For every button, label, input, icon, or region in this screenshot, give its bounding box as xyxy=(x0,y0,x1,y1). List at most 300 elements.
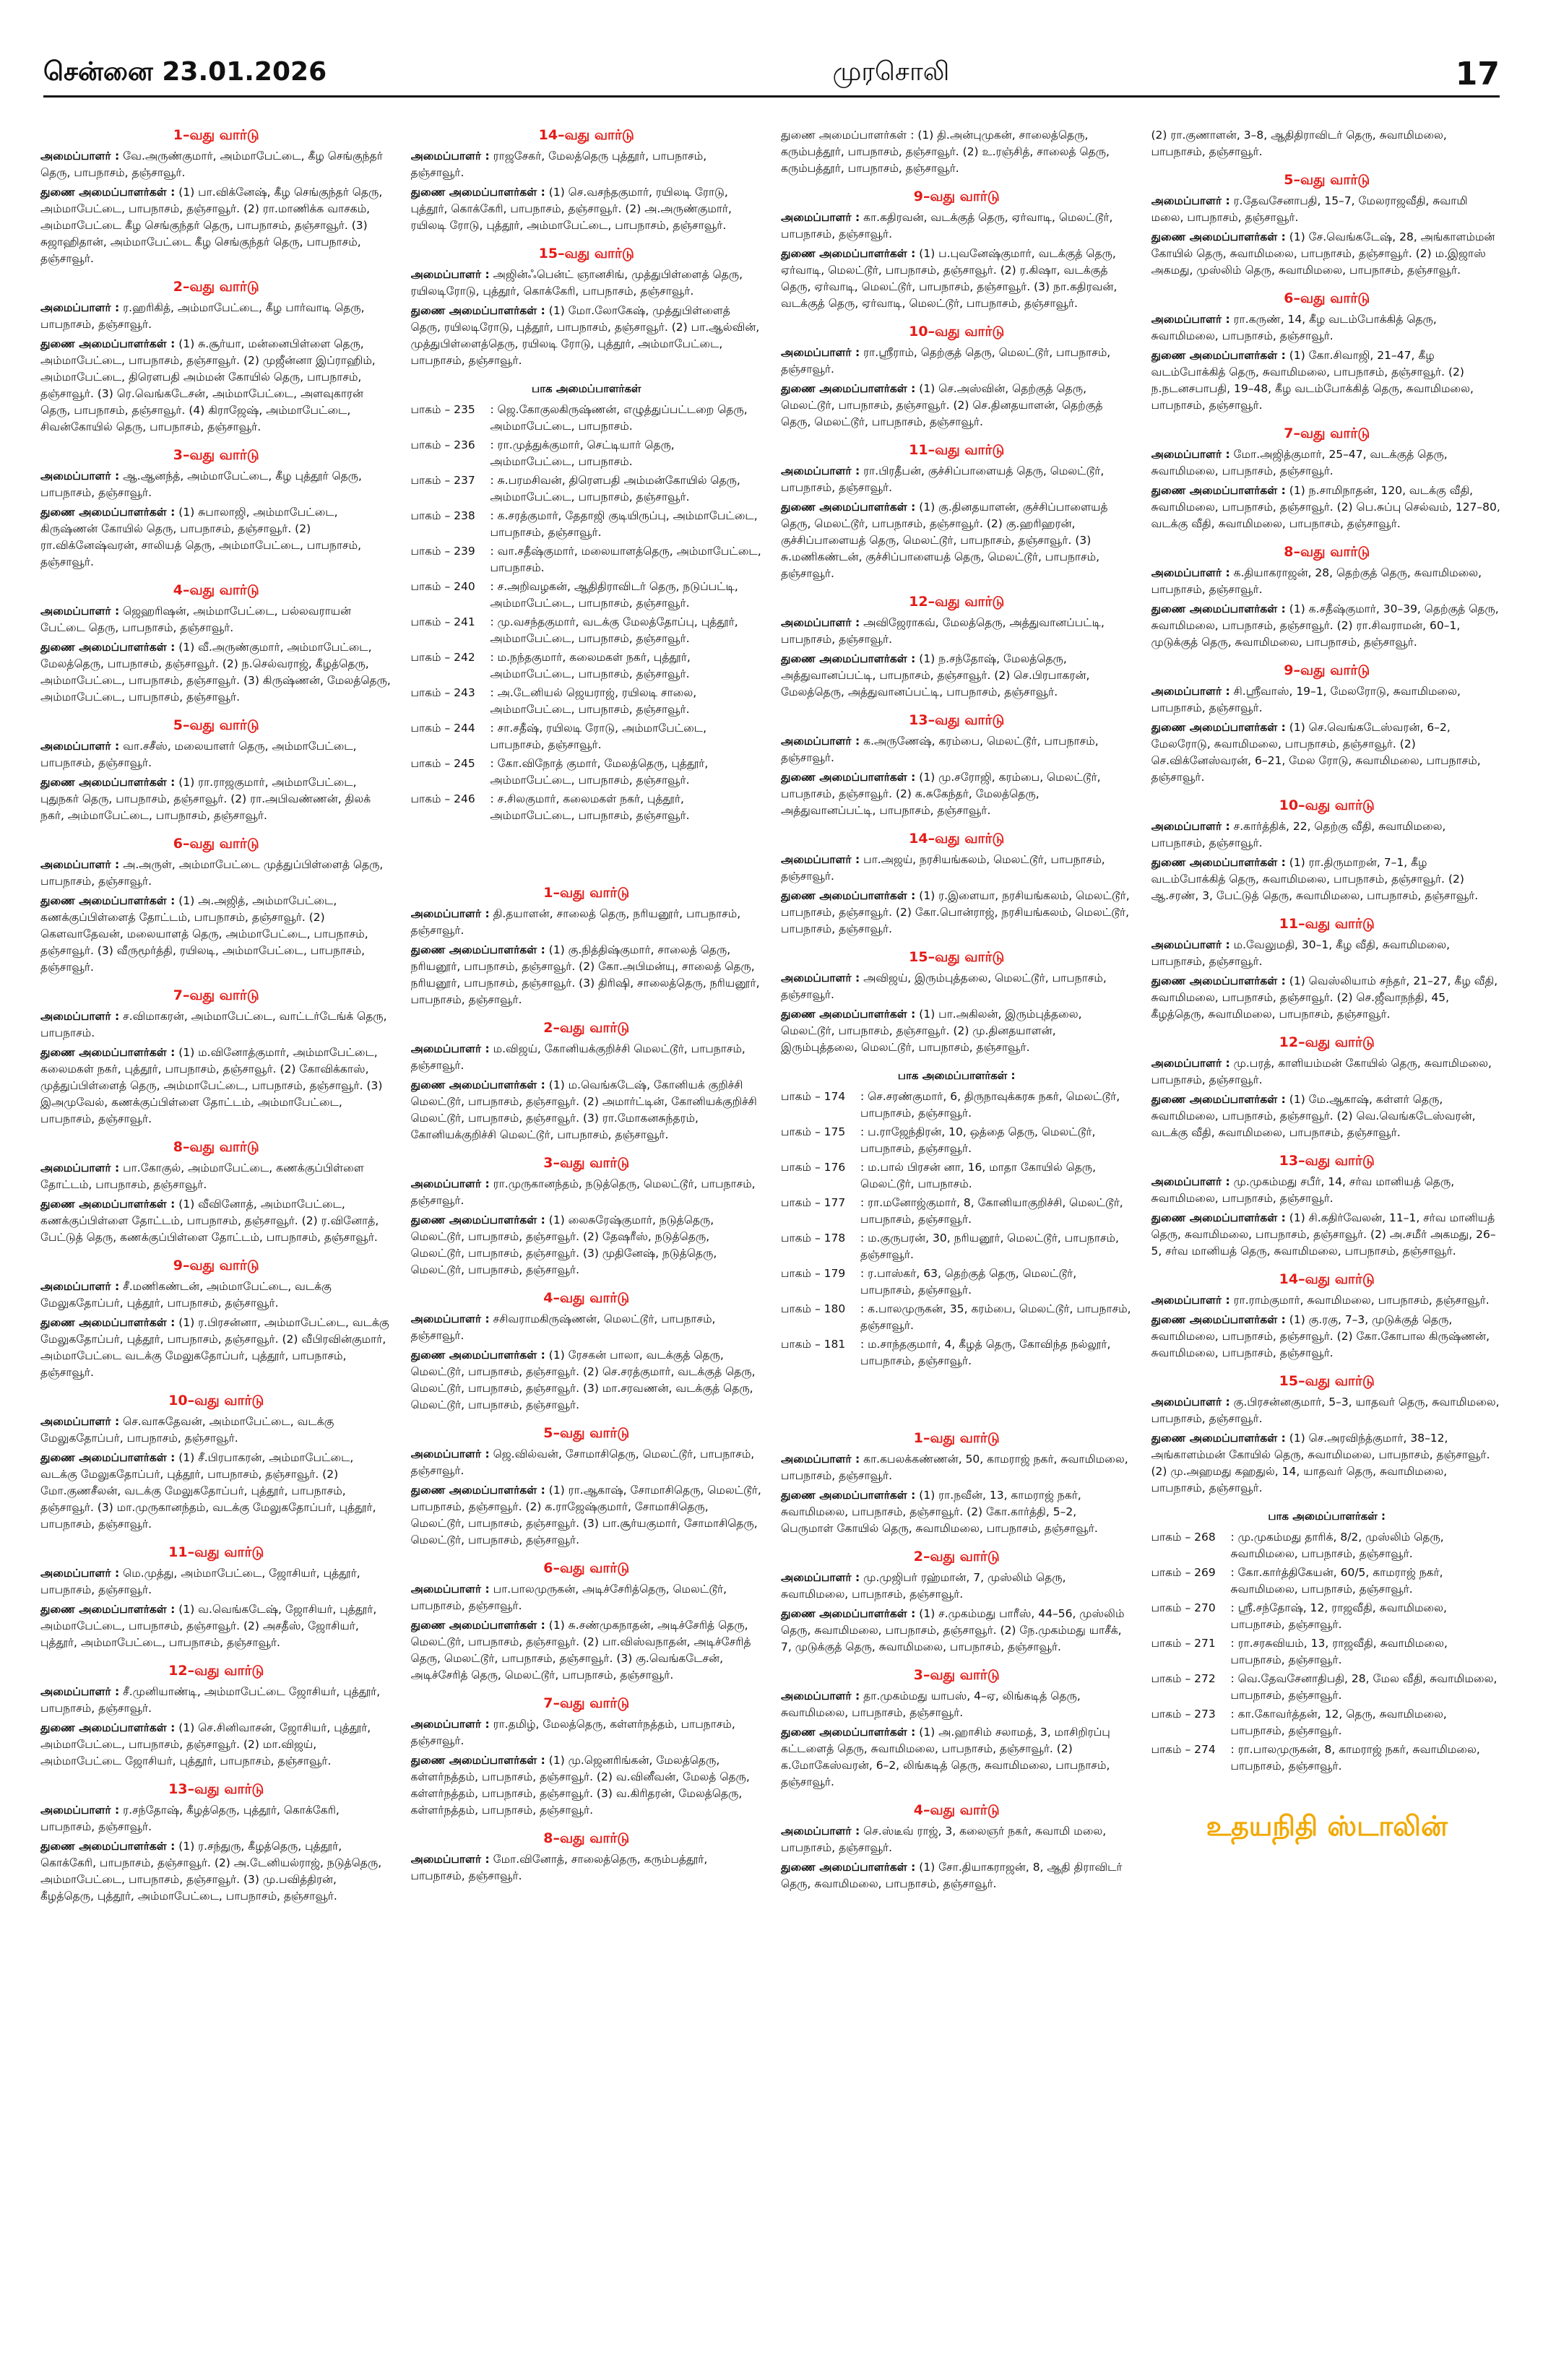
part-details: : ப.ராஜேந்திரன், 10, ஒத்தை தெரு, மெலட்டூர், பாபநாசம், தஞ்சாவூர். xyxy=(860,1125,1096,1155)
ward-block xyxy=(411,1560,763,1684)
ward-block xyxy=(781,1802,1133,1892)
deputy-label: துணை அமைப்பாளர்கள் : xyxy=(40,776,176,789)
ward-title: 14–வது வார்டு xyxy=(1279,1271,1375,1287)
organizer-label: அமைப்பாளர் : xyxy=(781,1571,860,1584)
part-row xyxy=(781,1159,1133,1193)
ward-block xyxy=(781,594,1133,701)
organizer-label: அமைப்பாளர் : xyxy=(781,972,860,985)
part-number: பாகம் – 179 xyxy=(781,1267,846,1280)
deputy-details: (1) ரா.ராஜகுமார், அம்மாபேட்டை, புதுநகர் தெரு, பாபநாசம், தஞ்சாவூர். (2) ரா.அபிவண்ணன், திலக் நகர், அம்மாபேட்டை, பாபநாசம், தஞ்சாவூர். xyxy=(40,776,371,822)
ward-block xyxy=(1151,1373,1503,1497)
deputy-label: துணை அமைப்பாளர்கள் : xyxy=(410,1619,545,1632)
organizer-line xyxy=(1151,1174,1503,1207)
deputy-label: துணை அமைப்பாளர்கள் : xyxy=(781,652,916,665)
part-number: பாகம் – 242 xyxy=(410,651,475,664)
organizer-line xyxy=(40,603,392,636)
deputy-line xyxy=(781,246,1133,312)
ward-block xyxy=(40,279,392,436)
part-row xyxy=(411,720,763,753)
organizer-details: கா.கதிரவன், வடக்குத் தெரு, ஏர்வாடி, மெலட்டூர், பாபநாசம், தஞ்சாவூர். xyxy=(781,211,1113,241)
organizer-label: அமைப்பாளர் : xyxy=(410,150,490,163)
deputy-details: (1) மே.ஆகாஷ், கள்ளர் தெரு, சுவாமிமலை, பாபநாசம், தஞ்சாவூர். (2) வெ.வெங்கடேஸ்வரன், வடக்கு வீதி, சுவாமிமலை, பாபநாசம், தஞ்சாவூர். xyxy=(1151,1093,1476,1139)
organizer-label: அமைப்பாளர் : xyxy=(40,605,120,618)
organizer-details: அஜின்ஃபென்ட் ஞானசிங், முத்துபிள்ளைத் தெரு, ரயிலடிரோடு, புத்தூர், கொக்கேரி, பாபநாசம், தஞ்சாவூர். xyxy=(410,268,743,298)
deputy-details: (1) அ.ஹாசிம் சலாமத், 3, மாசிறிரப்பு கட்டளைத் தெரு, சுவாமிமலை, பாபநாசம், தஞ்சாவூர். (2) க.மோகேஸ்வரன், 6–2, லிங்கடித் தெரு, சுவாமிமலை, பாபநாசம், தஞ்சாவூர். xyxy=(781,1726,1110,1788)
deputy-line xyxy=(40,1720,392,1770)
deputy-label: துணை அமைப்பாளர்கள் : xyxy=(781,1726,916,1739)
ward-title: 9–வது வார்டு xyxy=(1284,662,1370,678)
organizer-details: ரா.கருண், 14, கீழ வடம்போக்கித் தெரு, சுவாமிமலை, பாபநாசம், தஞ்சாவூர். xyxy=(1151,313,1437,342)
ward-title: 11–வது வார்டு xyxy=(168,1544,264,1560)
deputy-label: துணை அமைப்பாளர்கள் : xyxy=(781,1489,916,1502)
deputy-details: (1) ர.பிரசன்னா, அம்மாபேட்டை, வடக்கு மேலுகதோப்பர், புத்தூர், பாபநாசம், தஞ்சாவூர். (2) வீபிரவின்குமார், அம்மாபேட்டை வடக்கு மேலுகதோப்பர், புத்தூர், பாபநாசம், தஞ்சாவூர். xyxy=(40,1316,389,1379)
deputy-details: (1) ம.வினோத்குமார், அம்மாபேட்டை, கலைமகள் நகர், புத்தூர், பாபநாசம், தஞ்சாவூர். (2) கோவிக்காஸ், முத்துப்பிள்ளைத் தெரு, அம்மாபேட்டை, பாபநாசம், தஞ்சாவூர். (3) இஅமுவேல், கணக்குப்பிள்ளை தோட்டம், அம்மாபேட்டை, பாபநாசம், தஞ்சாவூர். xyxy=(40,1046,383,1125)
deputy-label: துணை அமைப்பாளர்கள் : xyxy=(410,1484,545,1497)
deputy-line xyxy=(411,1617,763,1684)
organizer-details: மோ.அஜித்குமார், 25–47, வடக்குத் தெரு, சுவாமிமலை, பாபநாசம், தஞ்சாவூர். xyxy=(1151,448,1448,477)
part-row xyxy=(1151,1671,1503,1704)
ward-title: 1–வது வார்டு xyxy=(913,1430,1000,1446)
organizer-label: அமைப்பாளர் : xyxy=(1151,938,1230,951)
ward-title: 14–வது வார்டு xyxy=(538,127,634,143)
column-3 xyxy=(781,127,1133,2337)
organizer-details: க.அருணேஷ், கரம்பை, மெலட்டூர், பாபநாசம், தஞ்சாவூர். xyxy=(781,735,1099,764)
ward-block xyxy=(1151,1271,1503,1362)
deputy-line xyxy=(1151,854,1503,904)
deputy-line xyxy=(781,1487,1133,1537)
deputy-label: துணை அமைப்பாளர்கள் : xyxy=(40,1603,176,1616)
part-details: : ரா.சரசுவியம், 13, ராஜவீதி, சுவாமிமலை, பாபநாசம், தஞ்சாவூர். xyxy=(1230,1637,1448,1666)
deputy-details: (1) ரேசகன் பாலா, வடக்குத் தெரு, மெலட்டூர், பாபநாசம், தஞ்சாவூர். (2) செ.சரத்குமார், வடக்குத் தெரு, மெலட்டூர், பாபநாசம், தஞ்சாவூர். (3) மா.சரவணன், வடக்குத் தெரு, மெலட்டூர், பாபநாசம், தஞ்சாவூர். xyxy=(410,1349,756,1411)
ward-title: 10–வது வார்டு xyxy=(168,1393,264,1408)
ward-block xyxy=(781,324,1133,430)
deputy-label: துணை அமைப்பாளர்கள் : xyxy=(781,382,916,395)
ward-title: 7–வது வார்டு xyxy=(543,1695,630,1711)
ward-title: 4–வது வார்டு xyxy=(543,1290,630,1306)
ward-block xyxy=(40,1393,392,1533)
part-row xyxy=(411,685,763,718)
organizer-label: அமைப்பாளர் : xyxy=(410,1448,490,1461)
deputy-label: துணை அமைப்பாளர்கள் : xyxy=(1151,721,1286,734)
deputy-details: (1) மு.ஜெனரிங்கன், மேலத்தெரு, கள்ளர்நத்தம், பாபநாசம், தஞ்சாவூர். (2) வ.வினீவன், மேலத் தெரு, கள்ளர்நத்தம், பாபநாசம், தஞ்சாவூர். (3) வ.கிரிதரன், மேலத்தெரு, கள்ளர்நத்தம், பாபநாசம், தஞ்சாவூர். xyxy=(410,1754,750,1817)
organizer-line xyxy=(40,1414,392,1447)
column-4 xyxy=(1151,127,1503,2337)
ward-title: 13–வது வார்டு xyxy=(168,1781,264,1797)
ward-title: 8–வது வார்டு xyxy=(1284,544,1370,560)
part-row xyxy=(1151,1529,1503,1562)
deputy-label: துணை அமைப்பாளர்கள் : xyxy=(40,337,176,350)
organizer-details: தி.தயாளன், சாலைத் தெரு, நரியனூர், பாபநாசம், தஞ்சாவூர். xyxy=(410,907,741,937)
part-details: : ச.சிலகுமார், கலைமகள் நகர், புத்தூர், அம்மாபேட்டை, பாபநாசம், தஞ்சாவூர். xyxy=(490,792,690,822)
part-row xyxy=(1151,1565,1503,1598)
part-row xyxy=(411,649,763,683)
part-details: : சா.சதீஷ், ரயிலடி ரோடு, அம்மாபேட்டை, பாபநாசம், தஞ்சாவூர். xyxy=(490,722,707,751)
part-row xyxy=(1151,1600,1503,1633)
part-number: பாகம் – 246 xyxy=(410,792,475,805)
organizer-details: ம.விஜய், கோனியக்குறிச்சி மெலட்டூர், பாபநாசம், தஞ்சாவூர். xyxy=(410,1042,745,1072)
part-details: : ம.சாந்தகுமார், 4, கீழத் தெரு, கோவிந்த நல்லூர், பாபநாசம், தஞ்சாவூர். xyxy=(860,1338,1111,1367)
organizer-details: ரா.பிரதீபன், குச்சிப்பாளையத் தெரு, மெலட்டூர், பாபநாசம், தஞ்சாவூர். xyxy=(781,464,1105,494)
deputy-line xyxy=(781,1606,1133,1656)
organizer-line xyxy=(40,300,392,333)
part-row xyxy=(411,614,763,647)
spacer xyxy=(781,1387,1133,1430)
organizer-details: ஆ.ஆனந்த், அம்மாபேட்டை, கீழ புத்தூர் தெரு, பாபநாசம், தஞ்சாவூர். xyxy=(40,469,362,499)
organizer-label: அமைப்பாளர் : xyxy=(781,464,860,477)
deputy-label: துணை அமைப்பாளர்கள் : xyxy=(781,889,916,902)
ward-block xyxy=(411,1695,763,1819)
deputy-label: துணை அமைப்பாளர்கள் : xyxy=(410,1213,545,1226)
deputy-line xyxy=(411,942,763,1008)
part-number: பாகம் – 238 xyxy=(410,509,475,522)
organizer-line xyxy=(411,1581,763,1614)
organizer-label: அமைப்பாளர் : xyxy=(40,1280,120,1293)
organizer-details: பா.கோகுல், அம்மாபேட்டை, கணக்குப்பிள்ளை தோட்டம், பாபநாசம், தஞ்சாவூர். xyxy=(40,1161,364,1191)
organizer-line xyxy=(40,1802,392,1835)
deputy-label: துணை அமைப்பாளர்கள் : xyxy=(1151,230,1286,243)
organizer-line xyxy=(411,148,763,181)
masthead xyxy=(43,52,1500,98)
ward-block xyxy=(781,712,1133,819)
deputy-label: துணை அமைப்பாளர்கள் : xyxy=(410,943,545,956)
part-row xyxy=(411,437,763,470)
spacer xyxy=(411,841,763,885)
organizer-label: அமைப்பாளர் : xyxy=(1151,1057,1230,1070)
ward-block xyxy=(40,717,392,824)
part-number: பாகம் – 176 xyxy=(781,1161,846,1174)
organizer-line xyxy=(411,1716,763,1749)
deputy-label: துணை அமைப்பாளர்கள் : xyxy=(410,1349,545,1362)
part-row xyxy=(1151,1741,1503,1775)
organizer-line xyxy=(411,906,763,939)
part-number: பாகம் – 271 xyxy=(1151,1637,1216,1650)
deputy-line xyxy=(40,774,392,824)
organizer-details: சீ.மணிகண்டன், அம்மாபேட்டை, வடக்கு மேலுகதோப்பர், புத்தூர், பாபநாசம், தஞ்சாவூர். xyxy=(40,1280,332,1310)
ward-block xyxy=(40,1544,392,1651)
deputy-line xyxy=(411,1347,763,1414)
deputy-line xyxy=(781,651,1133,701)
column-1 xyxy=(40,127,392,2337)
deputy-label: துணை அமைப்பாளர்கள் : xyxy=(781,501,916,514)
deputy-line xyxy=(40,639,392,706)
newspaper-name: முரசொலி xyxy=(832,57,950,87)
continued-text: (2) ரா.குணாளன், 3–8, ஆதிதிராவிடர் தெரு, சுவாமிமலை, பாபநாசம், தஞ்சாவூர். xyxy=(1151,129,1447,158)
organizer-line xyxy=(411,1446,763,1479)
ward-title: 15–வது வார்டு xyxy=(538,246,634,261)
organizer-label: அமைப்பாளர் : xyxy=(40,1415,120,1428)
part-row xyxy=(781,1230,1133,1263)
deputy-line xyxy=(781,888,1133,938)
deputy-label: துணை அமைப்பாளர்கள் : xyxy=(1151,1211,1286,1224)
deputy-details: (1) மோ.லோகேஷ், முத்துபிள்ளைத் தெரு, ரயிலடிரோடு, புத்தூர், பாபநாசம், தஞ்சாவூர். (2) பா.ஆல்வின், முத்துபிள்ளைத்தெரு, ரயிலடி ரோடு, புத்தூர், அம்மாபேட்டை, பாபநாசம், தஞ்சாவூர். xyxy=(410,304,760,367)
signature: உதயநிதி ஸ்டாலின் xyxy=(1206,1810,1448,1842)
deputy-line xyxy=(781,1724,1133,1791)
deputy-label: துணை அமைப்பாளர்கள் : xyxy=(1151,1313,1286,1326)
deputy-line xyxy=(40,1838,392,1905)
organizer-details: ம.வேலுமதி, 30–1, கீழ வீதி, சுவாமிமலை, பாபநாசம், தஞ்சாவூர். xyxy=(1151,938,1451,968)
organizer-line xyxy=(40,468,392,501)
organizer-label: அமைப்பாளர் : xyxy=(40,1161,120,1174)
deputy-details: (1) செ.வசந்தகுமார், ரயிலடி ரோடு, புத்தூர், கொக்கேரி, பாபநாசம், தஞ்சாவூர். (2) அ.அருண்குமார், ரயிலடி ரோடு, புத்தூர், அம்மாபேட்டை, பாபநாசம், தஞ்சாவூர். xyxy=(410,186,732,232)
organizer-line xyxy=(40,1008,392,1042)
part-number: பாகம் – 175 xyxy=(781,1125,846,1138)
continued-text: துணை அமைப்பாளர்கள் : (1) தி.அன்புமுகன், சாலைத்தெரு, கரும்பத்தூர், பாபநாசம், தஞ்சாவூர். (2) உ.ரஞ்சித், சாலைத் தெரு, கரும்பத்தூர், பாபநாசம், தஞ்சாவூர். xyxy=(781,129,1110,175)
organizer-details: கா.கபலக்கண்ணன், 50, காமராஜ் நகர், சுவாமிமலை, பாபநாசம், தஞ்சாவூர். xyxy=(781,1453,1128,1482)
organizer-details: வே.அருண்குமார், அம்மாபேட்டை, கீழ செங்குந்தர் தெரு, பாபநாசம், தஞ்சாவூர். xyxy=(40,150,383,179)
deputy-line xyxy=(40,1315,392,1381)
deputy-details: (1) பா.அகிலன், இரும்புத்தலை, மெலட்டூர், பாபநாசம், தஞ்சாவூர். (2) மு.தினதயாளன், இரும்புத்தலை, மெலட்டூர், பாபநாசம், தஞ்சாவூர். xyxy=(781,1008,1082,1054)
ward-title: 10–வது வார்டு xyxy=(1279,797,1375,813)
part-details: : வெ.தேவசேனாதிபதி, 28, மேல வீதி, சுவாமிமலை, பாபநாசம், தஞ்சாவூர். xyxy=(1230,1672,1497,1702)
ward-block xyxy=(1151,425,1503,532)
deputy-line xyxy=(411,1752,763,1819)
deputy-line xyxy=(40,893,392,976)
deputy-line xyxy=(1151,1430,1503,1497)
organizer-details: அவிஜய், இரும்புத்தலை, மெலட்டூர், பாபநாசம், தஞ்சாவூர். xyxy=(781,972,1107,1001)
organizer-details: வா.சசீஸ், மலையாளர் தெரு, அம்மாபேட்டை, பாபநாசம், தஞ்சாவூர். xyxy=(40,740,357,769)
organizer-line xyxy=(411,267,763,300)
organizer-details: சீ.முனியாண்டி, அம்மாபேட்டை ஜோசியர், புத்தூர், பாபநாசம், தஞ்சாவூர். xyxy=(40,1685,381,1715)
ward-block xyxy=(40,127,392,267)
ward-title: 6–வது வார்டு xyxy=(1284,290,1370,306)
deputy-label: துணை அமைப்பாளர்கள் : xyxy=(1151,1432,1286,1445)
ward-block xyxy=(1151,544,1503,651)
ward-block xyxy=(411,1425,763,1549)
deputy-label: துணை அமைப்பாளர்கள் : xyxy=(410,304,545,317)
deputy-details: (1) மு.சரோஜி, கரம்பை, மெலட்டூர், பாபநாசம், தஞ்சாவூர். (2) க.சுகேந்தர், மேலத்தெரு, அத்துவானப்பட்டி, பாபநாசம், தஞ்சாவூர். xyxy=(781,771,1101,817)
organizer-details: சசிவராமகிருஷ்ணன், மெலட்டூர், பாபநாசம், தஞ்சாவூர். xyxy=(410,1312,716,1342)
part-row xyxy=(781,1089,1133,1122)
ward-title: 13–வது வார்டு xyxy=(909,712,1005,728)
deputy-details: (1) ந.சந்தோஷ், மேலத்தெரு, அத்துவானப்பட்டி, பாபநாசம், தஞ்சாவூர். (2) செ.பிரபாகரன், மேலத்தெரு, அத்துவானப்பட்டி, பாபநாசம், தஞ்சாவூர். xyxy=(781,652,1090,698)
deputy-label: துணை அமைப்பாளர்கள் : xyxy=(1151,1093,1286,1106)
part-details: : கோ.விநோத் குமார், மேலத்தெரு, புத்தூர், அம்மாபேட்டை, பாபநாசம், தஞ்சாவூர். xyxy=(490,757,709,787)
organizer-line xyxy=(411,1176,763,1209)
organizer-details: ச.விமாகரன், அம்மாபேட்டை, வாட்டர்டேங்க் தெரு, பாபநாசம். xyxy=(40,1010,387,1039)
organizer-line xyxy=(1151,1055,1503,1089)
deputy-line xyxy=(781,1859,1133,1892)
deputy-line xyxy=(781,381,1133,430)
deputy-label: துணை அமைப்பாளர்கள் : xyxy=(781,771,916,784)
organizer-line xyxy=(781,733,1133,766)
organizer-line xyxy=(781,852,1133,885)
deputy-line xyxy=(40,184,392,267)
part-number: பாகம் – 178 xyxy=(781,1232,846,1245)
deputy-label: துணை அமைப்பாளர்கள் : xyxy=(1151,349,1286,362)
deputy-details: (1) சோ.தியாகராஜன், 8, ஆதி திராவிடர் தெரு, சுவாமிமலை, பாபநாசம், தஞ்சாவூர். xyxy=(781,1861,1123,1890)
organizer-label: அமைப்பாளர் : xyxy=(410,268,490,281)
ward-block xyxy=(781,949,1133,1056)
deputy-label: துணை அமைப்பாளர்கள் : xyxy=(40,186,176,199)
deputy-details: (1) சீ.பிரபாகரன், அம்மாபேட்டை, வடக்கு மேலுகதோப்பர், புத்தூர், பாபநாசம், தஞ்சாவூர். (2) மோ.குணசீலன், வடக்கு மேலுகதோப்பர், புத்தூர், பாபநாசம், தஞ்சாவூர். (3) மா.முருகானந்தம், வடக்கு மேலுகதோப்பர், புத்தூர், பாபநாசம், தஞ்சாவூர். xyxy=(40,1451,376,1531)
deputy-label: துணை அமைப்பாளர்கள் : xyxy=(40,1316,176,1329)
organizer-details: ஜெ.வில்வன், சோமாசிதெரு, மெலட்டூர், பாபநாசம், தஞ்சாவூர். xyxy=(410,1448,755,1477)
ward-block xyxy=(411,127,763,234)
organizer-details: கு.பிரசன்னகுமார், 5–3, யாதவர் தெரு, சுவாமிமலை, பாபநாசம், தஞ்சாவூர். xyxy=(1151,1395,1500,1425)
deputy-details: (1) வீவினோத், அம்மாபேட்டை, கணக்குப்பிள்ளை தோட்டம், பாபநாசம், தஞ்சாவூர். (2) ர.வினோத், பேட்டுத் தெரு, கணக்குப்பிள்ளை தோட்டம், பாபநாசம், தஞ்சாவூர். xyxy=(40,1198,379,1244)
deputy-details: (1) ர.இளையா, நரசியங்கலம், மெலட்டூர், பாபநாசம், தஞ்சாவூர். (2) கோ.பொன்ராஜ், நரசியங்கலம், மெலட்டூர், பாபநாசம், தஞ்சாவூர். xyxy=(781,889,1130,935)
organizer-line xyxy=(1151,311,1503,345)
part-row xyxy=(781,1195,1133,1228)
ward-title: 11–வது வார்டு xyxy=(1279,916,1375,932)
organizer-label: அமைப்பாளர் : xyxy=(410,1853,490,1866)
part-number: பாகம் – 241 xyxy=(410,615,475,628)
organizer-label: அமைப்பாளர் : xyxy=(410,1583,490,1596)
organizer-details: அவிஜேராகவ், மேலத்தெரு, அத்துவானப்பட்டி, பாபநாசம், தஞ்சாவூர். xyxy=(781,616,1105,646)
organizer-label: அமைப்பாளர் : xyxy=(40,1685,120,1698)
organizer-details: ச.கார்த்திக், 22, தெற்கு வீதி, சுவாமிமலை, பாபநாசம், தஞ்சாவூர். xyxy=(1151,820,1446,849)
organizer-line xyxy=(781,345,1133,378)
part-number: பாகம் – 244 xyxy=(410,722,475,735)
organizer-label: அமைப்பாளர் : xyxy=(410,1718,490,1731)
ward-title: 1–வது வார்டு xyxy=(543,885,630,901)
part-row xyxy=(411,543,763,576)
deputy-details: (1) ர.சந்துரு, கீழத்தெரு, புத்தூர், கொக்கேரி, பாபநாசம், தஞ்சாவூர். (2) அ.டேனியல்ராஜ், நடுத்தெரு, அம்மாபேட்டை, பாபநாசம், தஞ்சாவூர். (3) மு.பவித்திரன், கீழத்தெரு, புத்தூர், அம்மாபேட்டை, பாபநாசம், தஞ்சாவூர். xyxy=(40,1840,382,1903)
ward-title: 4–வது வார்டு xyxy=(173,582,259,598)
part-number: பாகம் – 181 xyxy=(781,1338,846,1351)
deputy-line xyxy=(411,184,763,234)
organizer-label: அமைப்பாளர் : xyxy=(781,1453,860,1466)
deputy-label: துணை அமைப்பாளர்கள் : xyxy=(40,1451,176,1464)
deputy-details: (1) கு.ரகு, 7–3, முடுக்குத் தெரு, சுவாமிமலை, பாபநாசம், தஞ்சாவூர். (2) கோ.கோபால கிருஷ்ணன், சுவாமிமலை, பாபநாசம், தஞ்சாவூர். xyxy=(1151,1313,1490,1359)
deputy-details: (1) கு.தினதயாளன், குச்சிப்பாளையத் தெரு, மெலட்டூர், பாபநாசம், தஞ்சாவூர். (2) கு.ஹரிஹரன், குச்சிப்பாளையத் தெரு, மெலட்டூர், பாபநாசம், தஞ்சாவூர். (3) சு.மணிகண்டன், குச்சிப்பாளையத் தெரு, மெலட்டூர், பாபநாசம், தஞ்சாவூர். xyxy=(781,501,1108,580)
deputy-details: (1) ம.வெங்கடேஷ், கோனியக் குறிச்சி மெலட்டூர், பாபநாசம், தஞ்சாவூர். (2) அமார்ட்டின், கோனியக்குறிச்சி மெலட்டூர், பாபநாசம், தஞ்சாவூர். (3) ரா.மோகனசுந்தரம், கோனியக்குறிச்சி மெலட்டூர், பாபநாசம், தஞ்சாவூர். xyxy=(410,1078,757,1141)
organizer-details: மு.முகம்மது சபீர், 14, சர்வ மானியத் தெரு, சுவாமிமலை, பாபநாசம், தஞ்சாவூர். xyxy=(1151,1175,1455,1205)
deputy-line xyxy=(1151,1210,1503,1260)
part-number: பாகம் – 235 xyxy=(410,403,475,416)
ward-block xyxy=(781,1430,1133,1537)
ward-title: 15–வது வார்டு xyxy=(1279,1373,1375,1389)
part-row xyxy=(781,1336,1133,1369)
ward-block xyxy=(1151,797,1503,904)
part-details: : கோ.கார்த்திகேயன், 60/5, காமராஜ் நகர், சுவாமிமலை, பாபநாசம், தஞ்சாவூர். xyxy=(1230,1566,1443,1596)
organizer-details: மெ.முத்து, அம்மாபேட்டை, ஜோசியர், புத்தூர், பாபநாசம், தஞ்சாவூர். xyxy=(40,1567,360,1596)
organizer-label: அமைப்பாளர் : xyxy=(1151,566,1230,579)
ward-block xyxy=(1151,916,1503,1023)
ward-title: 5–வது வார்டு xyxy=(1284,172,1370,188)
deputy-line xyxy=(1151,601,1503,651)
organizer-line xyxy=(781,1823,1133,1856)
deputy-details: (1) சு.சண்முகநாதன், அடிச்சேரித் தெரு, மெலட்டூர், பாபநாசம், தஞ்சாவூர். (2) பா.விஸ்வநாதன், அடிச்சேரித் தெரு, மெலட்டூர், பாபநாசம், தஞ்சாவூர். (3) கு.வெங்கடேசன், அடிச்சேரித் தெரு, மெலட்டூர், பாபநாசம், தஞ்சாவூர். xyxy=(410,1619,751,1682)
deputy-details: (1) அ.அஜித், அம்மாபேட்டை, கணக்குப்பிள்ளைத் தோட்டம், பாபநாசம், தஞ்சாவூர். (2) கௌவாதேவன், மலையாளத் தெரு, அம்மாபேட்டை, பாபநாசம், தஞ்சாவூர். (3) வீருமூர்த்தி, ரயிலடி, அம்மாபேட்டை, பாபநாசம், தஞ்சாவூர். xyxy=(40,894,368,974)
deputy-line xyxy=(411,1077,763,1143)
organizer-details: ரா.தமிழ், மேலத்தெரு, கள்ளர்நத்தம், பாபநாசம், தஞ்சாவூர். xyxy=(410,1718,735,1747)
deputy-line xyxy=(40,1601,392,1651)
part-number: பாகம் – 274 xyxy=(1151,1743,1216,1756)
deputy-details: (1) செ.அஸ்வின், தெற்குத் தெரு, மெலட்டூர், பாபநாசம், தஞ்சாவூர். (2) செ.தினதயாளன், தெற்குத் தெரு, மெலட்டூர், பாபநாசம், தஞ்சாவூர். xyxy=(781,382,1103,428)
ward-title: 6–வது வார்டு xyxy=(543,1560,630,1576)
ward-title: 7–வது வார்டு xyxy=(1284,425,1370,441)
deputy-line xyxy=(40,504,392,571)
organizer-line xyxy=(1151,937,1503,970)
part-details: : ம.குருபரன், 30, நரியனூர், மெலட்டூர், பாபநாசம், தஞ்சாவூர். xyxy=(860,1232,1119,1261)
ward-title: 13–வது வார்டு xyxy=(1279,1153,1375,1169)
deputy-label: துணை அமைப்பாளர்கள் : xyxy=(40,641,176,654)
part-row xyxy=(411,791,763,824)
deputy-details: (1) வ.வெங்கடேஷ், ஜோசியர், புத்தூர், அம்மாபேட்டை, பாபநாசம், தஞ்சாவூர். (2) அசதீஸ், ஜோசியர், புத்தூர், அம்மாபேட்டை, பாபநாசம், தஞ்சாவூர். xyxy=(40,1603,377,1649)
deputy-label: துணை அமைப்பாளர்கள் : xyxy=(410,1078,545,1091)
part-number: பாகம் – 268 xyxy=(1151,1531,1216,1544)
organizer-line xyxy=(40,148,392,181)
part-details: : கா.கோவர்த்தன், 12, தெரு, சுவாமிமலை, பாபநாசம், தஞ்சாவூர். xyxy=(1230,1708,1447,1737)
part-row xyxy=(411,756,763,789)
organizer-label: அமைப்பாளர் : xyxy=(40,1804,120,1817)
ward-block xyxy=(40,1781,392,1905)
organizer-label: அமைப்பாளர் : xyxy=(410,1042,490,1055)
organizer-line xyxy=(781,1688,1133,1721)
organizer-label: அமைப்பாளர் : xyxy=(781,1825,860,1838)
deputy-line xyxy=(781,499,1133,582)
part-number: பாகம் – 174 xyxy=(781,1090,846,1103)
deputy-details: (1) செ.அரவிந்த்குமார், 38–12, அங்காளம்மன் கோயில் தெரு, சுவாமிமலை, பாபநாசம், தஞ்சாவூர். (2) மு.அஹமது கஹதுல், 14, யாதவர் தெரு, சுவாமிமலை, பாபநாசம், தஞ்சாவூர். xyxy=(1151,1432,1490,1494)
column-2 xyxy=(411,127,763,2337)
ward-title: 2–வது வார்டு xyxy=(173,279,259,295)
ward-block xyxy=(781,442,1133,582)
organizer-line xyxy=(781,463,1133,496)
organizer-label: அமைப்பாளர் : xyxy=(1151,313,1230,326)
part-details: : சு.பரமசிவன், திரௌபதி அம்மன்கோயில் தெரு, அம்மாபேட்டை, பாபநாசம், தஞ்சாவூர். xyxy=(490,474,740,503)
organizer-details: ரா.ராம்குமார், சுவாமிமலை, பாபநாசம், தஞ்சாவூர். xyxy=(1233,1294,1490,1307)
deputy-line xyxy=(40,1450,392,1533)
organizer-label: அமைப்பாளர் : xyxy=(1151,1175,1230,1188)
deputy-label: துணை அமைப்பாளர்கள் : xyxy=(781,1008,916,1021)
part-details: : வா.சதீஷ்குமார், மலையாளத்தெரு, அம்மாபேட்டை, பாபநாசம். xyxy=(490,545,761,574)
part-number: பாகம் – 177 xyxy=(781,1196,846,1209)
organizer-line xyxy=(781,970,1133,1003)
deputy-line xyxy=(1151,719,1503,786)
deputy-line xyxy=(1151,483,1503,532)
ward-title: 9–வது வார்டு xyxy=(173,1258,259,1273)
organizer-label: அமைப்பாளர் : xyxy=(1151,448,1230,461)
part-row xyxy=(1151,1706,1503,1739)
part-details: : ஜெ.கோகுலகிருஷ்ணன், எழுத்துப்பட்டறை தெரு, அம்மாபேட்டை, பாபநாசம். xyxy=(490,403,748,433)
deputy-line xyxy=(411,1482,763,1549)
deputy-label: துணை அமைப்பாளர்கள் : xyxy=(410,1754,545,1767)
organizer-label: அமைப்பாளர் : xyxy=(1151,685,1230,698)
organizer-line xyxy=(1151,565,1503,598)
part-details: : மு.முகம்மது தாரிக், 8/2, முஸ்லிம் தெரு, சுவாமிமலை, பாபநாசம், தஞ்சாவூர். xyxy=(1230,1531,1444,1560)
part-row xyxy=(781,1301,1133,1334)
part-row xyxy=(411,579,763,612)
deputy-line xyxy=(1151,973,1503,1023)
deputy-details: (1) சு.சூர்யா, மன்னைபிள்ளை தெரு, அம்மாபேட்டை, பாபநாசம், தஞ்சாவூர். (2) முஜீன்னா இப்ராஹிம், அம்மாபேட்டை, திரௌபதி அம்மன் கோயில் தெரு, பாபநாசம், தஞ்சாவூர். (3) ரெ.வெங்கடேசன், அம்மாபேட்டை, அளவுகாரன் தெரு, பாபநாசம், தஞ்சாவூர். (4) கிராஜேஷ், அம்மாபேட்டை, சிவன்கோயில் தெரு, பாபநாசம், தஞ்சாவூர். xyxy=(40,337,376,433)
ward-title: 2–வது வார்டு xyxy=(913,1549,1000,1565)
ward-block xyxy=(1151,1034,1503,1141)
parts-heading: பாக அமைப்பாளர்கள் : xyxy=(897,1069,1016,1082)
part-details: : ரா.பாலமுருகன், 8, காமராஜ் நகர், சுவாமிமலை, பாபநாசம், தஞ்சாவூர். xyxy=(1230,1743,1480,1773)
organizer-label: அமைப்பாளர் : xyxy=(40,858,120,871)
organizer-label: அமைப்பாளர் : xyxy=(40,1567,120,1580)
deputy-label: துணை அமைப்பாளர்கள் : xyxy=(1151,484,1286,497)
organizer-label: அமைப்பாளர் : xyxy=(1151,194,1230,207)
deputy-details: (1) ரா.ஆகாஷ், சோமாசிதெரு, மெலட்டூர், பாபநாசம், தஞ்சாவூர். (2) க.ராஜேஷ்குமார், சோமாசிதெரு, மெலட்டூர், பாபநாசம், தஞ்சாவூர். (3) பா.சூர்யகுமார், சோமாசிதெரு, மெலட்டூர், பாபநாசம், தஞ்சாவூர். xyxy=(410,1484,761,1546)
ward-title: 10–வது வார்டு xyxy=(909,324,1005,339)
organizer-line xyxy=(1151,1394,1503,1427)
part-details: : ம.நந்தகுமார், கலைமகள் நகர், புத்தூர், அம்மாபேட்டை, பாபநாசம், தஞ்சாவூர். xyxy=(490,651,691,680)
organizer-label: அமைப்பாளர் : xyxy=(781,211,860,224)
issue-date: சென்னை 23.01.2026 xyxy=(43,57,327,87)
deputy-label: துணை அமைப்பாளர்கள் : xyxy=(1151,974,1286,987)
parts-list xyxy=(1151,1529,1503,1775)
deputy-label: துணை அமைப்பாளர்கள் : xyxy=(40,894,176,907)
ward-block xyxy=(411,1290,763,1414)
ward-block xyxy=(40,447,392,571)
organizer-details: க.தியாகராஜன், 28, தெற்குத் தெரு, சுவாமிமலை, பாபநாசம், தஞ்சாவூர். xyxy=(1151,566,1482,596)
ward-title: 3–வது வார்டு xyxy=(913,1667,1000,1683)
organizer-details: ர.சந்தோஷ், கீழத்தெரு, புத்தூர், கொக்கேரி, பாபநாசம், தஞ்சாவூர். xyxy=(40,1804,340,1833)
organizer-details: ர.ஹரிகித், அம்மாபேட்டை, கீழ பார்வாடி தெரு, பாபநாசம், தஞ்சாவூர். xyxy=(40,301,365,331)
organizer-line xyxy=(40,1278,392,1312)
